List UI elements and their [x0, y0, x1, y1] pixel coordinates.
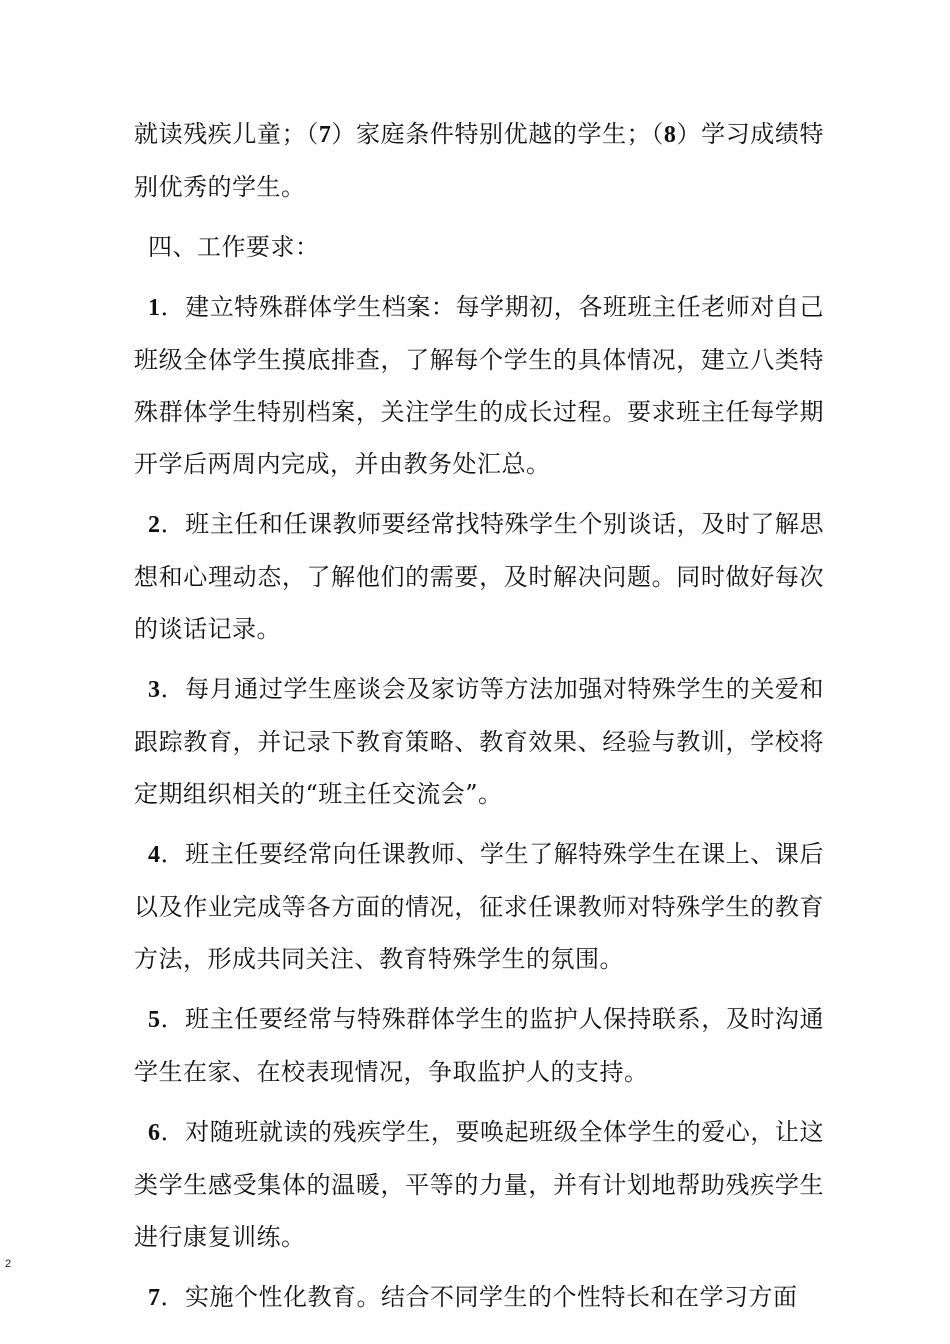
requirement-text: ．班主任和任课教师要经常找特殊学生个别谈话，及时了解思想和心理动态，了解他们的需要，及时解决问题。同时做好每次的谈话记录。 [134, 510, 824, 643]
requirement-paragraph [134, 1271, 824, 1324]
item-number-8: 8 [663, 122, 677, 148]
page-number: 2 [5, 1258, 12, 1270]
requirement-paragraph [134, 663, 824, 820]
item-number-7: 7 [318, 122, 332, 148]
requirement-paragraph [134, 993, 824, 1098]
requirement-text: ．实施个性化教育。结合不同学生的个性特长和在学习方面 [160, 1283, 798, 1311]
intro-text-a: 就读残疾儿童；（ [134, 120, 319, 148]
requirement-number: 7 [148, 1285, 161, 1311]
requirement-number: 6 [148, 1120, 161, 1146]
intro-text-c: ）学习成绩特别优秀的学生。 [134, 120, 825, 201]
requirement-number: 1 [148, 295, 161, 321]
requirement-number: 4 [148, 842, 161, 868]
requirement-number: 3 [148, 677, 161, 703]
requirement-paragraph [134, 828, 824, 985]
requirement-paragraph [134, 1106, 824, 1263]
requirement-text: ．对随班就读的残疾学生，要唤起班级全体学生的爱心，让这类学生感受集体的温暖，平等的力量，并有计划地帮助残疾学生进行康复训练。 [134, 1118, 824, 1251]
requirement-number: 2 [148, 512, 161, 538]
section-heading: 四、工作要求： [148, 233, 320, 261]
intro-text-b: ）家庭条件特别优越的学生；（ [331, 120, 664, 148]
requirement-text: ．班主任要经常向任课教师、学生了解特殊学生在课上、课后以及作业完成等各方面的情况，征求任课教师对特殊学生的教育方法，形成共同关注、教育特殊学生的氛围。 [134, 840, 824, 973]
intro-paragraph [134, 108, 824, 213]
requirement-text: ．每月通过学生座谈会及家访等方法加强对特殊学生的关爱和跟踪教育，并记录下教育策略、教育效果、经验与教训，学校将定期组织相关的“班主任交流会”。 [134, 675, 824, 808]
requirement-number: 5 [148, 1007, 161, 1033]
document-body [134, 108, 824, 1332]
requirement-paragraph [134, 498, 824, 655]
requirement-text: ．建立特殊群体学生档案：每学期初，各班班主任老师对自己班级全体学生摸底排查，了解每个学生的具体情况，建立八类特殊群体学生特别档案，关注学生的成长过程。要求班主任每学期开学后两周内完成，并由教务处汇总。 [134, 293, 824, 478]
requirement-paragraph [134, 281, 824, 490]
requirement-text: ．班主任要经常与特殊群体学生的监护人保持联系，及时沟通学生在家、在校表现情况，争取监护人的支持。 [134, 1005, 824, 1086]
